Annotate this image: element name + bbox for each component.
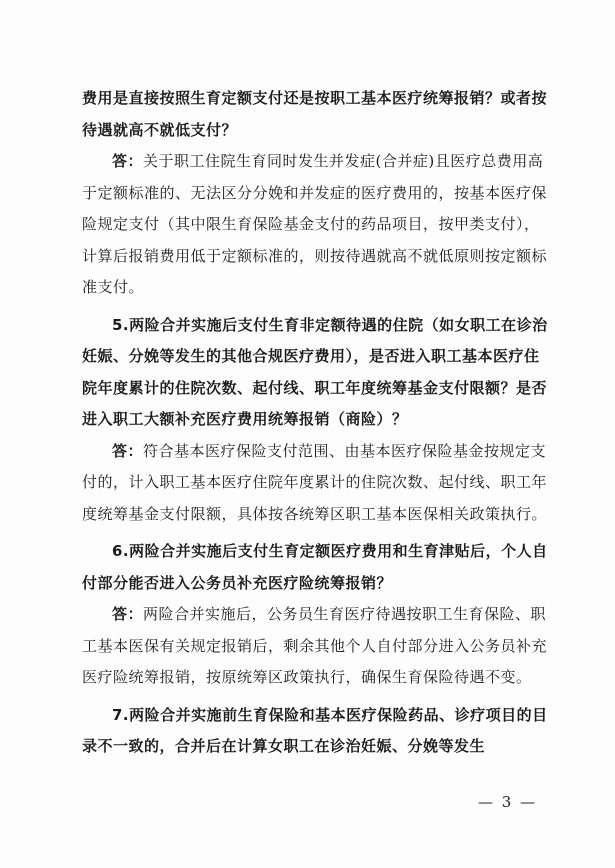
answer-text: 关于职工住院生育同时发生并发症(合并症)且医疗总费用高于定额标准的、无法区分分娩和并发症的医疗费用的，按基本医疗保险规定支付（其中限生育保险基金支付的药品项目，按甲类支付），计算后报销费用低于定额标准的，则按待遇就高不就低原则按定额标准支付。 [82, 152, 548, 296]
answer-label: 答： [112, 152, 144, 170]
question-5: 5.两险合并实施后支付生育非定额待遇的住院（如女职工在诊治妊娠、分娩等发生的其他合规医疗费用），是否进入职工基本医疗住院年度累计的住院次数、起付线、职工年度统筹基金支付限额？是否进入职工大额补充医疗费用统筹报销（商险）？ [82, 315, 548, 428]
answer-label: 答： [112, 441, 144, 460]
document-body [82, 83, 552, 763]
question-continued-text: 费用是直接按照生育定额支付还是按职工基本医疗统筹报销？或者按待遇就高不就低支付？ [82, 89, 548, 139]
question-7: 7.两险合并实施前生育保险和基本医疗保险药品、诊疗项目的目录不一致的，合并后在计算女职工在诊治妊娠、分娩等发生 [82, 705, 548, 755]
question-6: 6.两险合并实施后支付生育定额医疗费用和生育津贴后，个人自付部分能否进入公务员补充医疗险统筹报销？ [82, 542, 548, 592]
answer-paragraph-5 [82, 436, 552, 531]
answer-text: 两险合并实施后，公务员生育医疗待遇按职工生育保险、职工基本医保有关规定报销后，剩余其他个人自付部分进入公务员补充医疗险统筹报销，按原统筹区政策执行，确保生育保险待遇不变。 [82, 605, 548, 686]
answer-paragraph-6 [82, 599, 552, 694]
answer-text: 符合基本医疗保险支付范围、由基本医疗保险基金按规定支付的，计入职工基本医疗住院年度累计的住院次数、起付线、职工年度统筹基金支付限额，具体按各统筹区职工基本医保相关政策执行。 [82, 441, 548, 523]
answer-paragraph-1 [82, 146, 552, 304]
page-number: — 3 — [478, 793, 538, 811]
answer-label: 答： [112, 605, 144, 623]
